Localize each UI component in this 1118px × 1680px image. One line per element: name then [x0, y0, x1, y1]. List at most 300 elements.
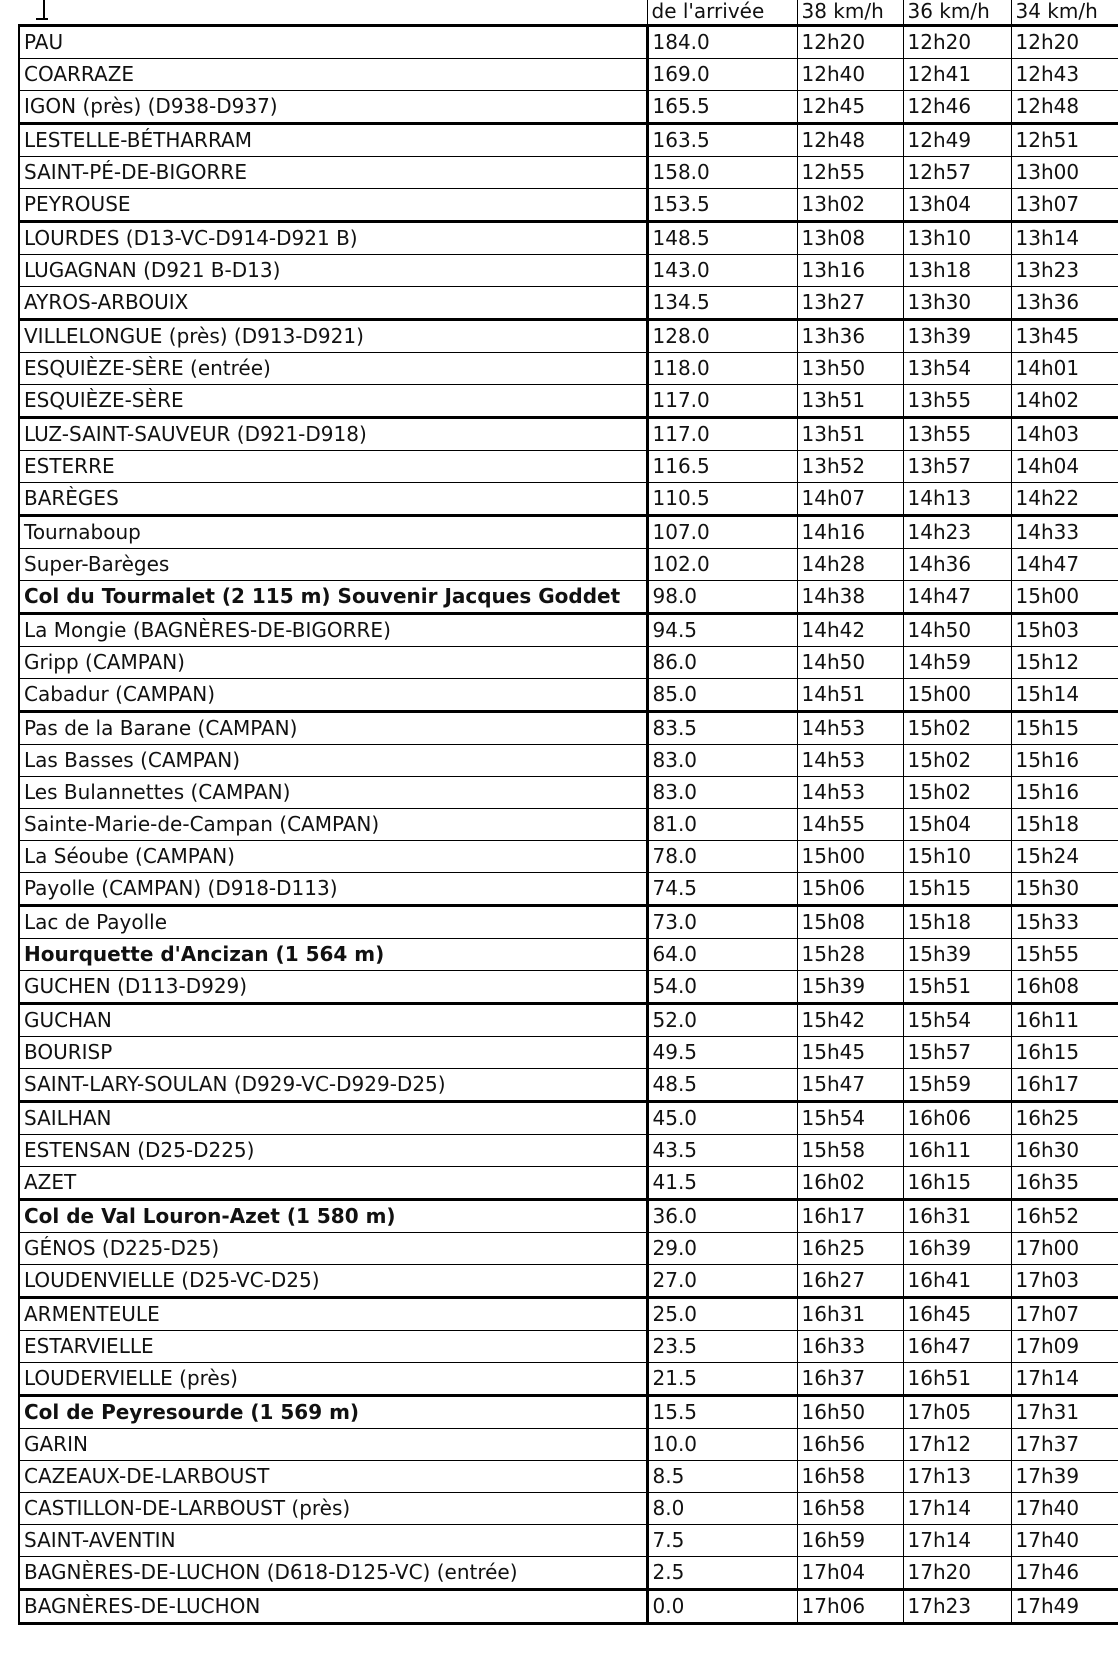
time-34-cell: 16h08 — [1011, 971, 1118, 1004]
time-36-cell: 17h23 — [903, 1590, 1011, 1624]
time-36-cell: 14h23 — [903, 516, 1011, 549]
table-row — [19, 189, 1118, 222]
time-34-cell: 14h04 — [1011, 451, 1118, 483]
time-38-cell: 15h06 — [797, 873, 903, 906]
distance-cell: 29.0 — [647, 1233, 797, 1265]
distance-cell: 15.5 — [647, 1396, 797, 1429]
distance-cell: 184.0 — [647, 26, 797, 59]
time-38-cell: 16h37 — [797, 1363, 903, 1396]
table-row — [19, 255, 1118, 287]
place-cell: Gripp (CAMPAN) — [19, 647, 647, 679]
place-cell: ESTARVIELLE — [19, 1331, 647, 1363]
time-36-cell: 17h20 — [903, 1557, 1011, 1590]
table-row — [19, 418, 1118, 451]
time-38-cell: 17h06 — [797, 1590, 903, 1624]
place-cell: Las Basses (CAMPAN) — [19, 745, 647, 777]
table-row — [19, 451, 1118, 483]
time-38-cell: 16h02 — [797, 1167, 903, 1200]
table-row — [19, 679, 1118, 712]
time-38-cell: 14h53 — [797, 712, 903, 745]
distance-cell: 43.5 — [647, 1135, 797, 1167]
time-36-cell: 15h18 — [903, 906, 1011, 939]
time-38-cell: 15h54 — [797, 1102, 903, 1135]
time-36-cell: 12h46 — [903, 91, 1011, 124]
distance-cell: 10.0 — [647, 1429, 797, 1461]
distance-cell: 118.0 — [647, 353, 797, 385]
time-36-cell: 12h49 — [903, 124, 1011, 157]
time-38-cell: 14h16 — [797, 516, 903, 549]
distance-cell: 163.5 — [647, 124, 797, 157]
time-34-cell: 14h22 — [1011, 483, 1118, 516]
time-38-cell: 13h36 — [797, 320, 903, 353]
table-row — [19, 516, 1118, 549]
time-36-cell: 14h36 — [903, 549, 1011, 581]
time-34-cell: 17h00 — [1011, 1233, 1118, 1265]
time-36-cell: 17h12 — [903, 1429, 1011, 1461]
time-34-cell: 15h30 — [1011, 873, 1118, 906]
time-34-cell: 16h11 — [1011, 1004, 1118, 1037]
header-row — [19, 0, 1118, 26]
time-38-cell: 16h56 — [797, 1429, 903, 1461]
place-cell: Les Bulannettes (CAMPAN) — [19, 777, 647, 809]
place-cell: LESTELLE-BÉTHARRAM — [19, 124, 647, 157]
distance-cell: 49.5 — [647, 1037, 797, 1069]
time-38-cell: 14h28 — [797, 549, 903, 581]
place-cell: BAGNÈRES-DE-LUCHON (D618-D125-VC) (entrée) — [19, 1557, 647, 1590]
distance-cell: 116.5 — [647, 451, 797, 483]
table-row — [19, 1525, 1118, 1557]
time-36-cell: 15h15 — [903, 873, 1011, 906]
table-row — [19, 1396, 1118, 1429]
time-36-cell: 17h14 — [903, 1493, 1011, 1525]
place-cell: CAZEAUX-DE-LARBOUST — [19, 1461, 647, 1493]
time-34-cell: 17h09 — [1011, 1331, 1118, 1363]
time-38-cell: 15h47 — [797, 1069, 903, 1102]
time-34-cell: 17h03 — [1011, 1265, 1118, 1298]
table-row — [19, 745, 1118, 777]
place-cell: SAINT-LARY-SOULAN (D929-VC-D929-D25) — [19, 1069, 647, 1102]
distance-cell: 143.0 — [647, 255, 797, 287]
time-36-cell: 13h10 — [903, 222, 1011, 255]
time-34-cell: 15h16 — [1011, 745, 1118, 777]
time-36-cell: 13h57 — [903, 451, 1011, 483]
place-cell: SAINT-PÉ-DE-BIGORRE — [19, 157, 647, 189]
distance-cell: 110.5 — [647, 483, 797, 516]
table-row — [19, 809, 1118, 841]
place-cell: Cabadur (CAMPAN) — [19, 679, 647, 712]
time-38-cell: 16h50 — [797, 1396, 903, 1429]
time-38-cell: 16h58 — [797, 1493, 903, 1525]
distance-cell: 169.0 — [647, 59, 797, 91]
time-34-cell: 16h17 — [1011, 1069, 1118, 1102]
table-row — [19, 353, 1118, 385]
table-row — [19, 841, 1118, 873]
distance-cell: 85.0 — [647, 679, 797, 712]
place-cell: Pas de la Barane (CAMPAN) — [19, 712, 647, 745]
time-34-cell: 15h12 — [1011, 647, 1118, 679]
time-34-cell: 12h43 — [1011, 59, 1118, 91]
header-speed-38: 38 km/h — [797, 0, 903, 26]
distance-cell: 153.5 — [647, 189, 797, 222]
distance-cell: 73.0 — [647, 906, 797, 939]
table-row — [19, 1004, 1118, 1037]
table-row — [19, 320, 1118, 353]
time-34-cell: 15h03 — [1011, 614, 1118, 647]
time-34-cell: 17h14 — [1011, 1363, 1118, 1396]
distance-cell: 0.0 — [647, 1590, 797, 1624]
time-34-cell: 14h47 — [1011, 549, 1118, 581]
place-cell: SAILHAN — [19, 1102, 647, 1135]
table-row — [19, 1493, 1118, 1525]
table-row — [19, 124, 1118, 157]
time-36-cell: 15h51 — [903, 971, 1011, 1004]
place-cell: LUGAGNAN (D921 B-D13) — [19, 255, 647, 287]
time-36-cell: 16h39 — [903, 1233, 1011, 1265]
distance-cell: 83.5 — [647, 712, 797, 745]
time-38-cell: 14h51 — [797, 679, 903, 712]
distance-cell: 23.5 — [647, 1331, 797, 1363]
time-36-cell: 14h47 — [903, 581, 1011, 614]
distance-cell: 64.0 — [647, 939, 797, 971]
time-34-cell: 14h33 — [1011, 516, 1118, 549]
table-row — [19, 1069, 1118, 1102]
time-34-cell: 14h03 — [1011, 418, 1118, 451]
time-38-cell: 12h45 — [797, 91, 903, 124]
time-36-cell: 15h54 — [903, 1004, 1011, 1037]
time-36-cell: 13h04 — [903, 189, 1011, 222]
place-cell: AZET — [19, 1167, 647, 1200]
distance-cell: 94.5 — [647, 614, 797, 647]
time-36-cell: 15h02 — [903, 777, 1011, 809]
time-38-cell: 17h04 — [797, 1557, 903, 1590]
time-34-cell: 13h14 — [1011, 222, 1118, 255]
time-38-cell: 12h48 — [797, 124, 903, 157]
time-36-cell: 16h47 — [903, 1331, 1011, 1363]
time-38-cell: 13h50 — [797, 353, 903, 385]
table-row — [19, 26, 1118, 59]
time-34-cell: 15h55 — [1011, 939, 1118, 971]
time-38-cell: 15h28 — [797, 939, 903, 971]
time-36-cell: 13h55 — [903, 385, 1011, 418]
distance-cell: 74.5 — [647, 873, 797, 906]
time-38-cell: 16h27 — [797, 1265, 903, 1298]
place-cell: ESTENSAN (D25-D225) — [19, 1135, 647, 1167]
place-cell: LOUDENVIELLE (D25-VC-D25) — [19, 1265, 647, 1298]
place-cell: Col de Val Louron-Azet (1 580 m) — [19, 1200, 647, 1233]
time-36-cell: 13h39 — [903, 320, 1011, 353]
place-cell: GUCHAN — [19, 1004, 647, 1037]
table-row — [19, 483, 1118, 516]
place-cell: CASTILLON-DE-LARBOUST (près) — [19, 1493, 647, 1525]
time-34-cell: 16h52 — [1011, 1200, 1118, 1233]
table-row — [19, 647, 1118, 679]
time-38-cell: 15h42 — [797, 1004, 903, 1037]
place-cell: LUZ-SAINT-SAUVEUR (D921-D918) — [19, 418, 647, 451]
distance-cell: 165.5 — [647, 91, 797, 124]
schedule-table — [18, 0, 1118, 1625]
table-row — [19, 1102, 1118, 1135]
time-34-cell: 17h40 — [1011, 1525, 1118, 1557]
table-row — [19, 385, 1118, 418]
time-36-cell: 15h04 — [903, 809, 1011, 841]
time-34-cell: 12h51 — [1011, 124, 1118, 157]
time-34-cell: 13h00 — [1011, 157, 1118, 189]
place-cell: ESTERRE — [19, 451, 647, 483]
distance-cell: 128.0 — [647, 320, 797, 353]
table-row — [19, 1200, 1118, 1233]
table-row — [19, 939, 1118, 971]
table-row — [19, 1135, 1118, 1167]
time-38-cell: 13h27 — [797, 287, 903, 320]
time-36-cell: 16h45 — [903, 1298, 1011, 1331]
place-cell: Lac de Payolle — [19, 906, 647, 939]
table-row — [19, 581, 1118, 614]
table-row — [19, 777, 1118, 809]
distance-cell: 98.0 — [647, 581, 797, 614]
time-34-cell: 13h23 — [1011, 255, 1118, 287]
distance-cell: 41.5 — [647, 1167, 797, 1200]
time-34-cell: 16h35 — [1011, 1167, 1118, 1200]
time-36-cell: 16h06 — [903, 1102, 1011, 1135]
time-38-cell: 15h08 — [797, 906, 903, 939]
time-36-cell: 13h30 — [903, 287, 1011, 320]
distance-cell: 8.5 — [647, 1461, 797, 1493]
time-38-cell: 16h31 — [797, 1298, 903, 1331]
time-34-cell: 17h31 — [1011, 1396, 1118, 1429]
time-34-cell: 15h18 — [1011, 809, 1118, 841]
place-cell: Payolle (CAMPAN) (D918-D113) — [19, 873, 647, 906]
time-34-cell: 16h25 — [1011, 1102, 1118, 1135]
time-38-cell: 16h33 — [797, 1331, 903, 1363]
time-38-cell: 13h52 — [797, 451, 903, 483]
place-cell: Col de Peyresourde (1 569 m) — [19, 1396, 647, 1429]
distance-cell: 83.0 — [647, 745, 797, 777]
table-row — [19, 59, 1118, 91]
time-38-cell: 13h51 — [797, 418, 903, 451]
place-cell: SAINT-AVENTIN — [19, 1525, 647, 1557]
time-38-cell: 13h02 — [797, 189, 903, 222]
time-34-cell: 13h07 — [1011, 189, 1118, 222]
time-38-cell: 12h55 — [797, 157, 903, 189]
table-row — [19, 287, 1118, 320]
time-34-cell: 15h00 — [1011, 581, 1118, 614]
table-row — [19, 873, 1118, 906]
distance-cell: 81.0 — [647, 809, 797, 841]
table-row — [19, 1590, 1118, 1624]
table-row — [19, 222, 1118, 255]
time-34-cell: 16h30 — [1011, 1135, 1118, 1167]
time-38-cell: 16h17 — [797, 1200, 903, 1233]
time-36-cell: 17h13 — [903, 1461, 1011, 1493]
place-cell: Sainte-Marie-de-Campan (CAMPAN) — [19, 809, 647, 841]
table-row — [19, 1265, 1118, 1298]
place-cell: PAU — [19, 26, 647, 59]
time-36-cell: 14h59 — [903, 647, 1011, 679]
time-34-cell: 15h24 — [1011, 841, 1118, 873]
table-row — [19, 549, 1118, 581]
time-34-cell: 13h36 — [1011, 287, 1118, 320]
time-34-cell: 15h33 — [1011, 906, 1118, 939]
time-38-cell: 14h53 — [797, 745, 903, 777]
place-cell: GÉNOS (D225-D25) — [19, 1233, 647, 1265]
time-38-cell: 12h40 — [797, 59, 903, 91]
distance-cell: 48.5 — [647, 1069, 797, 1102]
time-34-cell: 17h49 — [1011, 1590, 1118, 1624]
distance-cell: 25.0 — [647, 1298, 797, 1331]
time-34-cell: 17h39 — [1011, 1461, 1118, 1493]
distance-cell: 27.0 — [647, 1265, 797, 1298]
time-36-cell: 14h50 — [903, 614, 1011, 647]
table-row — [19, 91, 1118, 124]
table-row — [19, 1167, 1118, 1200]
time-38-cell: 15h00 — [797, 841, 903, 873]
time-36-cell: 16h31 — [903, 1200, 1011, 1233]
time-36-cell: 15h00 — [903, 679, 1011, 712]
table-row — [19, 1429, 1118, 1461]
time-34-cell: 17h40 — [1011, 1493, 1118, 1525]
time-36-cell: 13h55 — [903, 418, 1011, 451]
time-38-cell: 14h42 — [797, 614, 903, 647]
time-36-cell: 16h51 — [903, 1363, 1011, 1396]
table-row — [19, 712, 1118, 745]
time-38-cell: 16h25 — [797, 1233, 903, 1265]
distance-cell: 102.0 — [647, 549, 797, 581]
time-34-cell: 13h45 — [1011, 320, 1118, 353]
place-cell: GUCHEN (D113-D929) — [19, 971, 647, 1004]
time-34-cell: 17h07 — [1011, 1298, 1118, 1331]
time-38-cell: 15h39 — [797, 971, 903, 1004]
time-38-cell: 14h50 — [797, 647, 903, 679]
time-36-cell: 12h41 — [903, 59, 1011, 91]
table-row — [19, 1331, 1118, 1363]
place-cell: LOURDES (D13-VC-D914-D921 B) — [19, 222, 647, 255]
time-34-cell: 17h37 — [1011, 1429, 1118, 1461]
place-cell: BAGNÈRES-DE-LUCHON — [19, 1590, 647, 1624]
time-38-cell: 15h58 — [797, 1135, 903, 1167]
distance-cell: 2.5 — [647, 1557, 797, 1590]
table-row — [19, 614, 1118, 647]
distance-cell: 134.5 — [647, 287, 797, 320]
place-cell: GARIN — [19, 1429, 647, 1461]
distance-cell: 86.0 — [647, 647, 797, 679]
distance-cell: 36.0 — [647, 1200, 797, 1233]
distance-cell: 107.0 — [647, 516, 797, 549]
time-38-cell: 13h51 — [797, 385, 903, 418]
distance-cell: 83.0 — [647, 777, 797, 809]
place-cell: ESQUIÈZE-SÈRE — [19, 385, 647, 418]
table-row — [19, 906, 1118, 939]
distance-cell: 8.0 — [647, 1493, 797, 1525]
place-cell: La Mongie (BAGNÈRES-DE-BIGORRE) — [19, 614, 647, 647]
time-36-cell: 15h02 — [903, 712, 1011, 745]
time-38-cell: 13h16 — [797, 255, 903, 287]
header-speed-36: 36 km/h — [903, 0, 1011, 26]
distance-cell: 7.5 — [647, 1525, 797, 1557]
place-cell: ESQUIÈZE-SÈRE (entrée) — [19, 353, 647, 385]
table-row — [19, 1557, 1118, 1590]
distance-cell: 117.0 — [647, 418, 797, 451]
place-cell: PEYROUSE — [19, 189, 647, 222]
place-cell: LOUDERVIELLE (près) — [19, 1363, 647, 1396]
time-38-cell: 16h59 — [797, 1525, 903, 1557]
table-row — [19, 157, 1118, 189]
time-34-cell: 15h16 — [1011, 777, 1118, 809]
table-row — [19, 971, 1118, 1004]
place-cell: VILLELONGUE (près) (D913-D921) — [19, 320, 647, 353]
schedule-body — [19, 26, 1118, 1624]
time-38-cell: 13h08 — [797, 222, 903, 255]
distance-cell: 21.5 — [647, 1363, 797, 1396]
time-34-cell: 12h20 — [1011, 26, 1118, 59]
time-36-cell: 12h57 — [903, 157, 1011, 189]
time-36-cell: 15h59 — [903, 1069, 1011, 1102]
distance-cell: 148.5 — [647, 222, 797, 255]
time-34-cell: 15h14 — [1011, 679, 1118, 712]
time-38-cell: 14h53 — [797, 777, 903, 809]
time-36-cell: 14h13 — [903, 483, 1011, 516]
header-speed-34: 34 km/h — [1011, 0, 1118, 26]
distance-cell: 52.0 — [647, 1004, 797, 1037]
place-cell: BOURISP — [19, 1037, 647, 1069]
time-36-cell: 16h41 — [903, 1265, 1011, 1298]
header-distance: de l'arrivée — [647, 0, 797, 26]
time-36-cell: 13h18 — [903, 255, 1011, 287]
time-34-cell: 12h48 — [1011, 91, 1118, 124]
time-38-cell: 16h58 — [797, 1461, 903, 1493]
table-row — [19, 1461, 1118, 1493]
time-38-cell: 14h38 — [797, 581, 903, 614]
place-cell: La Séoube (CAMPAN) — [19, 841, 647, 873]
time-36-cell: 15h39 — [903, 939, 1011, 971]
time-36-cell: 17h14 — [903, 1525, 1011, 1557]
place-cell: Hourquette d'Ancizan (1 564 m) — [19, 939, 647, 971]
table-row — [19, 1037, 1118, 1069]
place-cell: ARMENTEULE — [19, 1298, 647, 1331]
time-36-cell: 15h57 — [903, 1037, 1011, 1069]
time-38-cell: 14h07 — [797, 483, 903, 516]
time-38-cell: 12h20 — [797, 26, 903, 59]
table-row — [19, 1298, 1118, 1331]
place-cell: Tournaboup — [19, 516, 647, 549]
time-36-cell: 13h54 — [903, 353, 1011, 385]
time-34-cell: 14h02 — [1011, 385, 1118, 418]
distance-cell: 158.0 — [647, 157, 797, 189]
distance-cell: 45.0 — [647, 1102, 797, 1135]
table-row — [19, 1233, 1118, 1265]
time-36-cell: 16h15 — [903, 1167, 1011, 1200]
place-cell: IGON (près) (D938-D937) — [19, 91, 647, 124]
time-38-cell: 14h55 — [797, 809, 903, 841]
place-cell: COARRAZE — [19, 59, 647, 91]
place-cell: BARÈGES — [19, 483, 647, 516]
time-34-cell: 15h15 — [1011, 712, 1118, 745]
time-36-cell: 17h05 — [903, 1396, 1011, 1429]
time-34-cell: 14h01 — [1011, 353, 1118, 385]
time-36-cell: 15h02 — [903, 745, 1011, 777]
place-cell: AYROS-ARBOUIX — [19, 287, 647, 320]
place-cell: Super-Barèges — [19, 549, 647, 581]
distance-cell: 54.0 — [647, 971, 797, 1004]
time-36-cell: 15h10 — [903, 841, 1011, 873]
time-38-cell: 15h45 — [797, 1037, 903, 1069]
place-cell: Col du Tourmalet (2 115 m) Souvenir Jacques Goddet — [19, 581, 647, 614]
time-36-cell: 16h11 — [903, 1135, 1011, 1167]
distance-cell: 117.0 — [647, 385, 797, 418]
header-place — [19, 0, 647, 26]
distance-cell: 78.0 — [647, 841, 797, 873]
time-34-cell: 17h46 — [1011, 1557, 1118, 1590]
table-row — [19, 1363, 1118, 1396]
